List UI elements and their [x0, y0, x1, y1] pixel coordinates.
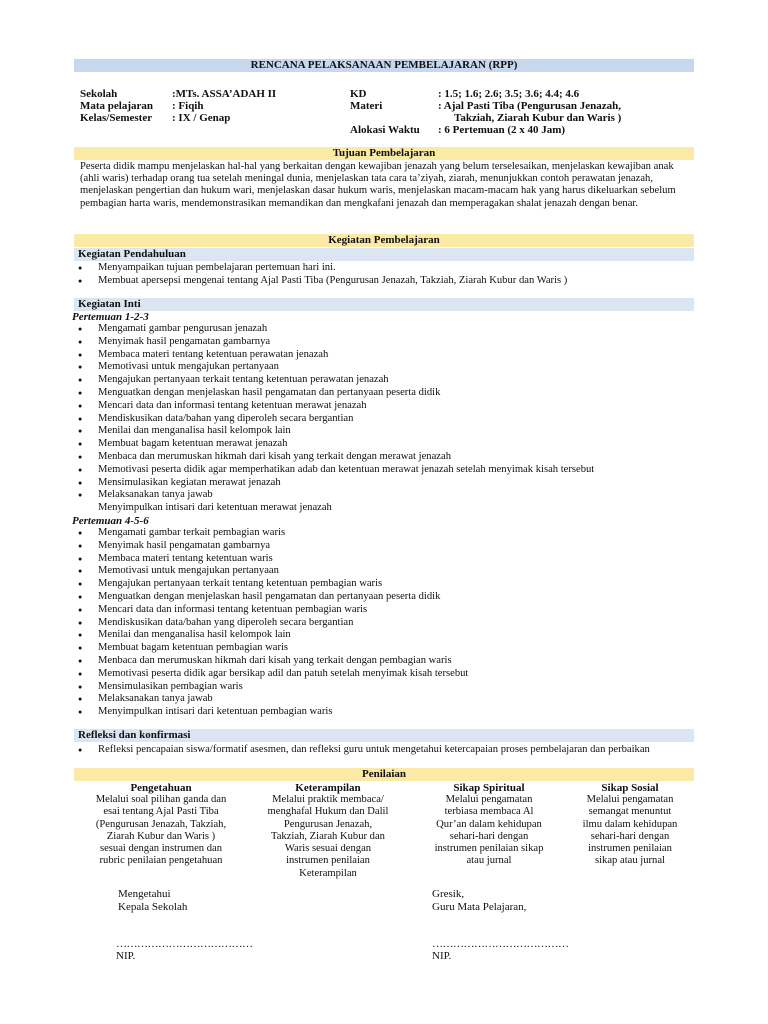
list-item: ● Mensimulasikan pembagian waris: [76, 681, 696, 694]
tujuan-text: Peserta didik mampu menjelaskan hal-hal yang berkaitan dengan kewajiban jenazah yang belum terselesaikan, menjelaskan kewajiban anak (ahli waris) terhadap orang tua setelah meningal dunia, menjelaskan tata cara ta’ziyah, ziarah, menunjukkan contoh perawatan jenazah, menjelaskan pengertian dan hukum wari, menjelaskan dasar hukum waris, menjelaskan macam-macam hak yang harus dikeluarkan sebelum pembagian harta waris, mendemonstrasikan memandikan dan mengkafani jenazah dan memperagakan shalat jenazah dengan benar.: [80, 161, 676, 209]
spiritual-line: Qur’an dalam kehidupan: [436, 818, 542, 830]
info-row-materi: Materi : Ajal Pasti Tiba (Pengurusan Jenazah,: [350, 100, 621, 112]
sosial-title: Sikap Sosial: [601, 782, 659, 794]
info-row-sekolah: Sekolah :MTs. ASSA’ADAH II: [80, 88, 277, 100]
list-item: ● Mencari data dan informasi tentang ketentuan merawat jenazah: [76, 400, 696, 413]
list-item: ● Menilai dan menganalisa hasil kelompok lain: [76, 629, 696, 642]
pertemuan-1-label: Pertemuan 1-2-3: [72, 311, 149, 323]
list-item: Menyimpulkan intisari dari ketentuan merawat jenazah: [98, 502, 332, 514]
sosial-line: sehari-hari dengan: [590, 830, 670, 842]
list-item: ● Menbaca dan merumuskan hikmah dari kisah yang terkait dengan pembagian waris: [76, 655, 696, 668]
sosial-line: Melalui pengamatan: [586, 794, 674, 805]
spiritual-line: terbiasa membaca Al: [444, 806, 534, 818]
list-item: ● Membaca materi tentang ketentuan perawatan jenazah: [76, 349, 696, 362]
pengetahuan-line: Melalui soal pilihan ganda dan: [95, 794, 227, 805]
sig-left-line1: Mengetahui: [118, 888, 171, 900]
list-item: ● Memotivasi peserta didik agar bersikap adil dan patuh setelah menyimak kisah tersebut: [76, 668, 696, 681]
pendahuluan-heading: Kegiatan Pendahuluan: [74, 248, 694, 261]
list-item: ● Membuat bagam ketentuan pembagian waris: [76, 642, 696, 655]
info-row-kd: KD : 1.5; 1.6; 2.6; 3.5; 3.6; 4.4; 4.6: [350, 88, 580, 100]
list-item: ● Membuat bagam ketentuan merawat jenazah: [76, 438, 696, 451]
list-item: ● Menbaca dan merumuskan hikmah dari kisah yang terkait dengan merawat jenazah: [76, 451, 696, 464]
list-item: ● Menyampaikan tujuan pembelajaran pertemuan hari ini.: [76, 262, 696, 275]
pengetahuan-line: sesuai dengan instrumen dan: [99, 843, 223, 855]
keterampilan-line: Keterampilan: [299, 867, 357, 879]
list-item: ● Memotivasi peserta didik agar memperhatikan adab dan ketentuan merawat jenazah setelah menyimak kisah tersebut: [76, 464, 696, 477]
spiritual-line: instrumen penilaian sikap: [434, 843, 544, 855]
pengetahuan-title: Pengetahuan: [130, 782, 192, 794]
list-item: ● Menguatkan dengan menjelaskan hasil pengamatan dan pertanyaan peserta didik: [76, 387, 696, 400]
pertemuan-1-list: [76, 323, 696, 515]
sig-right-line2: Guru Mata Pelajaran,: [432, 901, 527, 913]
spiritual-line: sehari-hari dengan: [449, 830, 529, 842]
pengetahuan-line: Ziarah Kubur dan Waris ): [106, 830, 216, 842]
spiritual-line: Melalui pengamatan: [445, 794, 533, 805]
document-title: RENCANA PELAKSANAAN PEMBELAJARAN (RPP): [74, 59, 694, 72]
keterampilan-line: menghafal Hukum dan Dalil: [267, 806, 389, 818]
list-item: ● Membuat apersepsi mengenai tentang Ajal Pasti Tiba (Pengurusan Jenazah, Takziah, Ziarah Kubur dan Waris ): [76, 275, 696, 288]
pengetahuan-line: esai tentang Ajal Pasti Tiba: [103, 806, 219, 818]
info-left: [80, 88, 276, 124]
pengetahuan-line: rubric penilaian pengetahuan: [99, 855, 223, 867]
list-item: ● Melaksanakan tanya jawab: [76, 489, 696, 502]
sig-right-nip: NIP.: [432, 950, 452, 962]
penilaian-pengetahuan: [78, 782, 244, 868]
keterampilan-line: instrumen penilaian: [286, 855, 370, 867]
signature-left: [118, 888, 187, 914]
list-item: ● Mendiskusikan data/bahan yang diperoleh secara bergantian: [76, 413, 696, 426]
list-item: ● Mengamati gambar terkait pembagian waris: [76, 527, 696, 540]
spiritual-line: atau jurnal: [466, 855, 512, 867]
info-row-kelas: Kelas/Semester : IX / Genap: [80, 112, 231, 124]
keterampilan-line: Waris sesuai dengan: [284, 843, 372, 855]
sosial-line: sikap atau jurnal: [594, 855, 665, 867]
list-item: ● Melaksanakan tanya jawab: [76, 693, 696, 706]
pendahuluan-list: [76, 262, 696, 288]
list-item: ● Mengamati gambar pengurusan jenazah: [76, 323, 696, 336]
list-item: ● Menguatkan dengan menjelaskan hasil pengamatan dan pertanyaan peserta didik: [76, 591, 696, 604]
sosial-line: instrumen penilaian: [588, 843, 672, 855]
info-row-alokasi: Alokasi Waktu : 6 Pertemuan (2 x 40 Jam): [350, 124, 566, 136]
sig-left-nip: NIP.: [116, 950, 136, 962]
info-row-materi-cont: Takziah, Ziarah Kubur dan Waris ): [454, 112, 622, 124]
penilaian-spiritual: [414, 782, 564, 868]
signature-right: [432, 888, 526, 914]
list-item: ● Menyimak hasil pengamatan gambarnya: [76, 540, 696, 553]
tujuan-heading: Tujuan Pembelajaran: [74, 147, 694, 160]
list-item: ● Menyimak hasil pengamatan gambarnya: [76, 336, 696, 349]
sosial-line: ilmu dalam kehidupan: [582, 818, 678, 830]
penilaian-heading: Penilaian: [74, 768, 694, 781]
list-item: ● Memotivasi untuk mengajukan pertanyaan: [76, 361, 696, 374]
sig-left-dots: …………………………………: [116, 938, 253, 950]
list-item: ● Menyimpulkan intisari dari ketentuan pembagian waris: [76, 706, 696, 719]
sosial-line: semangat menuntut: [588, 806, 672, 818]
penilaian-sosial: [566, 782, 694, 868]
list-item: ● Mencari data dan informasi tentang ketentuan pembagian waris: [76, 604, 696, 617]
pengetahuan-line: (Pengurusan Jenazah, Takziah,: [95, 818, 227, 830]
info-row-mapel: Mata pelajaran : Fiqih: [80, 100, 204, 112]
refleksi-text: ● Refleksi pencapaian siswa/formatif asesmen, dan refleksi guru untuk mengetahui ketercapaian proses pembelajaran dan perbaikan: [76, 744, 696, 756]
list-item: ● Mensimulasikan kegiatan merawat jenazah: [76, 477, 696, 490]
pertemuan-2-label: Pertemuan 4-5-6: [72, 515, 149, 527]
list-item: ● Memotivasi untuk mengajukan pertanyaan: [76, 565, 696, 578]
keterampilan-title: Keterampilan: [295, 782, 361, 794]
spiritual-title: Sikap Spiritual: [453, 782, 525, 794]
refleksi-heading: Refleksi dan konfirmasi: [74, 729, 694, 742]
list-item: ● Mengajukan pertanyaan terkait tentang ketentuan pembagian waris: [76, 578, 696, 591]
list-item: ● Menilai dan menganalisa hasil kelompok lain: [76, 425, 696, 438]
list-item: ● Membaca materi tentang ketentuan waris: [76, 553, 696, 566]
info-right: [350, 88, 621, 136]
sig-left-line2: Kepala Sekolah: [118, 901, 188, 913]
pertemuan-2-list: [76, 527, 696, 719]
list-item: ● Mengajukan pertanyaan terkait tentang ketentuan perawatan jenazah: [76, 374, 696, 387]
sig-right-line1: Gresik,: [432, 888, 465, 900]
kegiatan-heading: Kegiatan Pembelajaran: [74, 234, 694, 247]
keterampilan-line: Melalui praktik membaca/: [272, 794, 384, 805]
list-item: ● Mendiskusikan data/bahan yang diperoleh secara bergantian: [76, 617, 696, 630]
inti-heading: Kegiatan Inti: [74, 298, 694, 311]
sig-right-dots: …………………………………: [432, 938, 569, 950]
keterampilan-line: Pengurusan Jenazah,: [283, 818, 373, 830]
keterampilan-line: Takziah, Ziarah Kubur dan: [271, 830, 385, 842]
penilaian-keterampilan: [250, 782, 406, 880]
